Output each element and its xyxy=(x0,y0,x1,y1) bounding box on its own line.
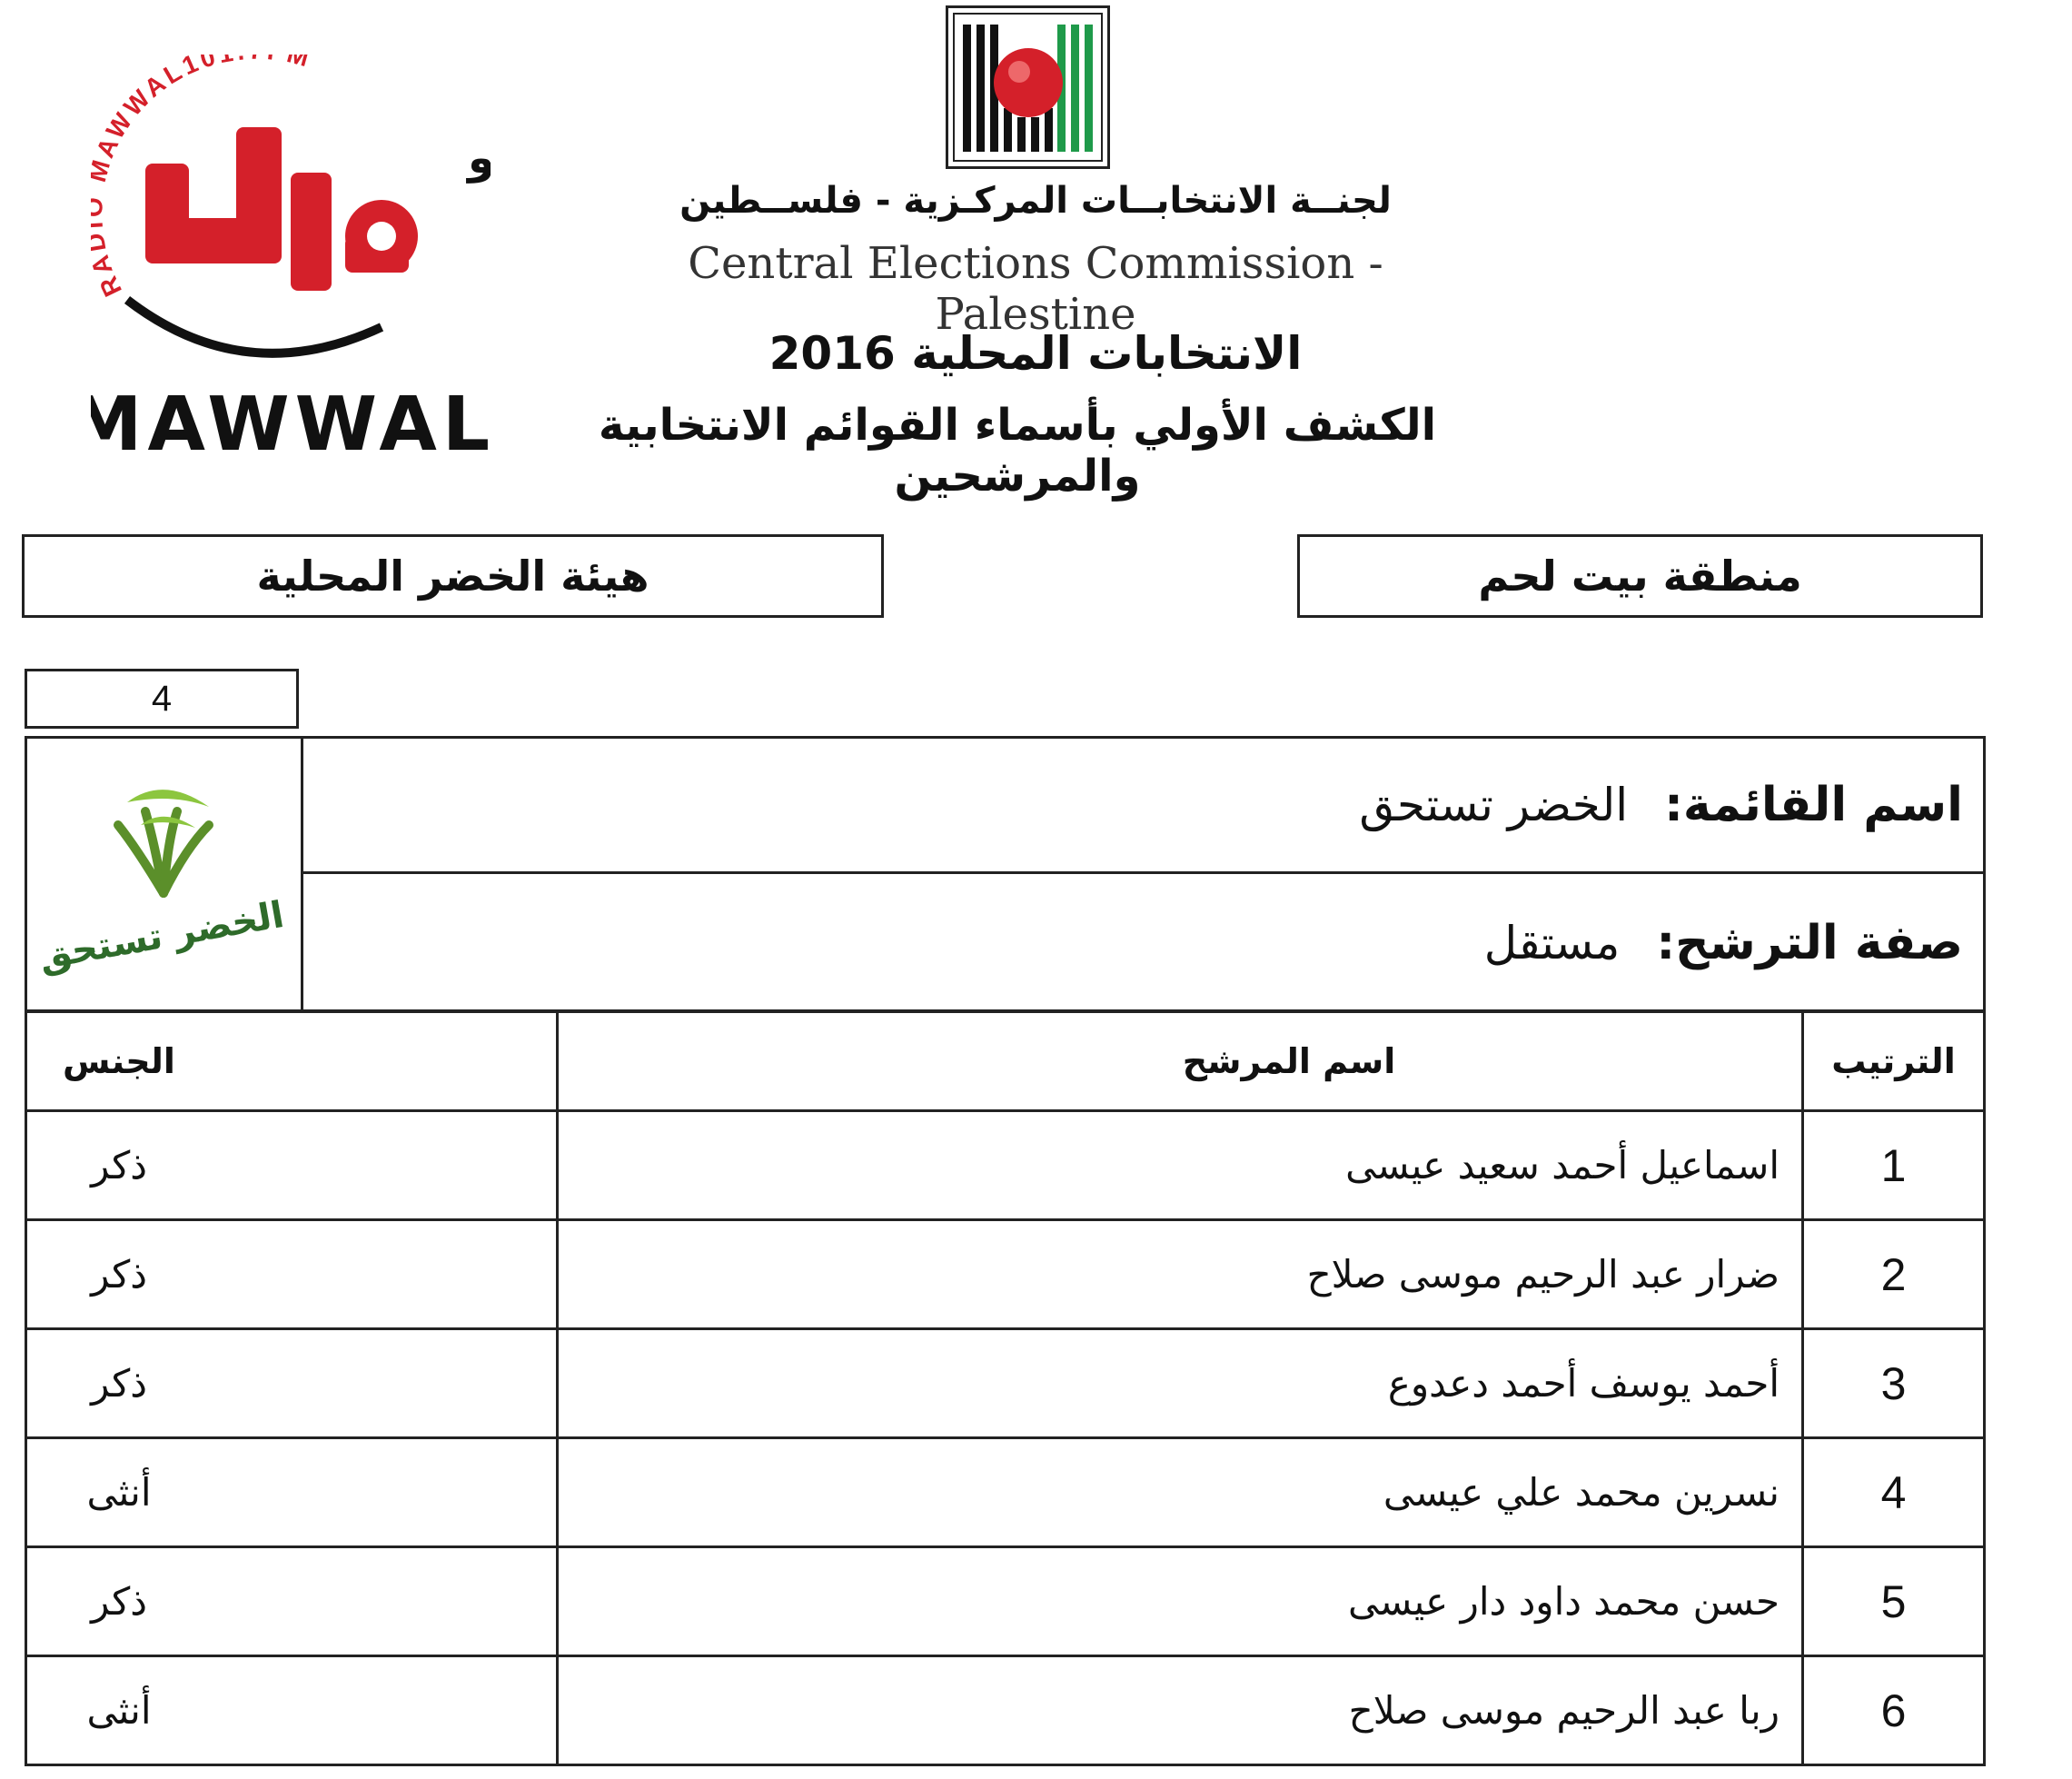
cell-rank: 6 xyxy=(1803,1656,1985,1765)
cell-gender: ذكر xyxy=(26,1220,558,1329)
cell-name: ضرار عبد الرحيم موسى صلاح xyxy=(558,1220,1803,1329)
table-row xyxy=(26,1111,1985,1220)
table-row xyxy=(26,1329,1985,1438)
cell-name: نسرين محمد علي عيسى xyxy=(558,1438,1803,1547)
page-subtitle: الكشف الأولي بأسماء القوائم الانتخابية والمرشحين xyxy=(598,400,1437,502)
table-row xyxy=(26,1656,1985,1765)
table-row xyxy=(26,1220,1985,1329)
cell-rank: 5 xyxy=(1803,1547,1985,1656)
radio-arabic-word: و xyxy=(468,133,491,184)
cell-rank: 4 xyxy=(1803,1438,1985,1547)
cec-name-arabic: لجنــة الانتخابــات المركـزية - فلســطين xyxy=(679,180,1392,222)
cell-name: اسماعيل أحمد سعيد عيسى xyxy=(558,1111,1803,1220)
cell-gender: أنثى xyxy=(26,1438,558,1547)
header-gender: الجنس xyxy=(26,1012,558,1111)
candidates-table xyxy=(25,1010,1986,1766)
table-header-row xyxy=(26,1012,1985,1111)
nomination-value: مستقل xyxy=(1483,917,1621,969)
cell-name: حسن محمد داود دار عيسى xyxy=(558,1547,1803,1656)
header-rank: الترتيب xyxy=(1803,1012,1985,1111)
list-name-value: الخضر تستحق xyxy=(1359,779,1629,831)
cec-name-english: Central Elections Commission - Palestine xyxy=(688,238,1383,340)
table-row xyxy=(26,1547,1985,1656)
region-box: منطقة بيت لحم xyxy=(1297,534,1983,618)
cell-name: ربا عبد الرحيم موسى صلاح xyxy=(558,1656,1803,1765)
cell-rank: 1 xyxy=(1803,1111,1985,1220)
radio-latin-brand: MAWWAL xyxy=(91,382,491,468)
svg-text:RADIO MAWWAL101.7FM xyxy=(91,55,315,301)
cell-gender: ذكر xyxy=(26,1329,558,1438)
list-info-panel xyxy=(25,736,1986,1012)
radio-arc-text: R AWWAL10 M xyxy=(91,55,316,302)
nomination-row xyxy=(303,877,1983,1009)
table-row xyxy=(26,1438,1985,1547)
list-logo-text: الخضر تستحق xyxy=(35,893,288,979)
header-name: اسم المرشح xyxy=(558,1012,1803,1111)
page-title: الانتخابات المحلية 2016 xyxy=(768,327,1303,380)
cell-name: أحمد يوسف أحمد دعدوع xyxy=(558,1329,1803,1438)
cell-gender: أنثى xyxy=(26,1656,558,1765)
cell-rank: 3 xyxy=(1803,1329,1985,1438)
mawwal-radio-logo xyxy=(91,55,491,472)
list-name-row xyxy=(303,739,1983,874)
nomination-label: صفة الترشح: xyxy=(1656,916,1963,970)
list-name-label: اسم القائمة: xyxy=(1664,778,1963,832)
cell-gender: ذكر xyxy=(26,1111,558,1220)
list-logo xyxy=(27,739,303,1009)
cell-gender: ذكر xyxy=(26,1547,558,1656)
cell-rank: 2 xyxy=(1803,1220,1985,1329)
list-number: 4 xyxy=(25,669,299,729)
authority-box: هيئة الخضر المحلية xyxy=(22,534,884,618)
cec-emblem-icon xyxy=(946,5,1110,169)
